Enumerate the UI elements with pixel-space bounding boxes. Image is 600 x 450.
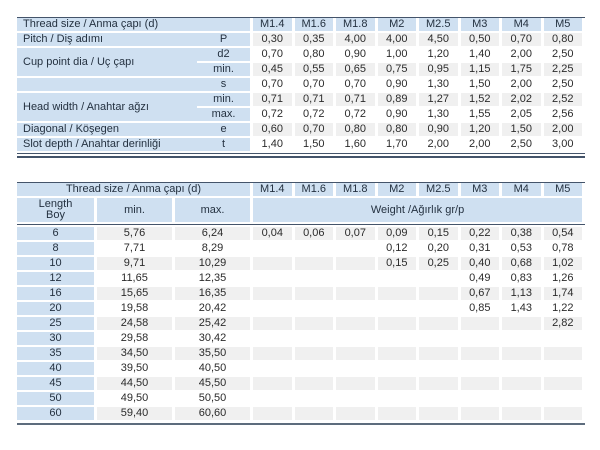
min-cell: 49,50 xyxy=(97,392,175,407)
size-column-header: M1.4 xyxy=(253,183,295,198)
length-cell: 45 xyxy=(17,377,97,392)
length-cell: 16 xyxy=(17,287,97,302)
weight-cell xyxy=(502,332,544,347)
weight-cell: 0,25 xyxy=(419,257,461,272)
min-column-header: min. xyxy=(97,198,175,224)
size-column-header: M3 xyxy=(461,183,503,198)
row-label: Cup point dia / Uç çapı xyxy=(17,48,197,78)
length-weight-table-bottom-rule xyxy=(17,423,585,425)
symbol-cell: s xyxy=(197,78,253,93)
size-column-header: M2 xyxy=(378,18,420,33)
length-cell: 8 xyxy=(17,242,97,257)
weight-cell: 0,49 xyxy=(461,272,503,287)
table-row xyxy=(17,362,585,377)
weight-cell xyxy=(461,332,503,347)
size-column-header: M4 xyxy=(502,183,544,198)
length-weight-table-head xyxy=(17,183,585,227)
weight-cell: 1,74 xyxy=(544,287,586,302)
weight-cell xyxy=(336,242,378,257)
weight-cell xyxy=(295,302,337,317)
size-column-header: M1.8 xyxy=(336,183,378,198)
value-cell: 0,90 xyxy=(336,48,378,63)
min-cell: 29,58 xyxy=(97,332,175,347)
value-cell: 4,00 xyxy=(378,33,420,48)
length-weight-table-body xyxy=(17,227,585,422)
row-label xyxy=(17,78,197,93)
length-label-tr: Boy xyxy=(46,209,65,221)
value-cell: 1,15 xyxy=(461,63,503,78)
value-cell: 2,02 xyxy=(502,93,544,108)
symbol-cell: min. xyxy=(197,63,253,78)
max-cell: 6,24 xyxy=(175,227,253,242)
weight-cell xyxy=(336,407,378,422)
size-column-header: M1.8 xyxy=(336,18,378,33)
weight-cell: 0,31 xyxy=(461,242,503,257)
value-cell: 1,40 xyxy=(253,138,295,153)
value-cell: 0,45 xyxy=(253,63,295,78)
table-row xyxy=(17,257,585,272)
weight-cell xyxy=(253,272,295,287)
weight-cell: 0,07 xyxy=(336,227,378,242)
weight-cell xyxy=(253,392,295,407)
weight-cell xyxy=(502,392,544,407)
symbol-cell: t xyxy=(197,138,253,153)
weight-cell xyxy=(461,377,503,392)
weight-cell: 1,13 xyxy=(502,287,544,302)
size-column-header: M3 xyxy=(461,18,503,33)
row-label: Pitch / Diş adımı xyxy=(17,33,197,48)
value-cell: 0,70 xyxy=(336,78,378,93)
weight-cell xyxy=(419,392,461,407)
weight-cell xyxy=(461,392,503,407)
weight-cell xyxy=(295,257,337,272)
value-cell: 2,25 xyxy=(544,63,586,78)
weight-cell xyxy=(378,362,420,377)
weight-cell: 0,04 xyxy=(253,227,295,242)
value-cell: 1,30 xyxy=(419,108,461,123)
length-cell: 6 xyxy=(17,227,97,242)
max-cell: 60,60 xyxy=(175,407,253,422)
weight-cell: 0,15 xyxy=(419,227,461,242)
weight-cell xyxy=(419,287,461,302)
weight-cell xyxy=(378,407,420,422)
value-cell: 0,50 xyxy=(461,33,503,48)
table-row xyxy=(17,392,585,407)
min-cell: 15,65 xyxy=(97,287,175,302)
weight-cell xyxy=(295,362,337,377)
weight-cell xyxy=(461,362,503,377)
value-cell: 2,50 xyxy=(544,48,586,63)
weight-cell xyxy=(378,272,420,287)
weight-cell xyxy=(544,332,586,347)
min-cell: 7,71 xyxy=(97,242,175,257)
value-cell: 0,30 xyxy=(253,33,295,48)
weight-cell xyxy=(544,347,586,362)
weight-cell xyxy=(378,377,420,392)
weight-cell xyxy=(253,317,295,332)
value-cell: 2,00 xyxy=(502,48,544,63)
weight-cell xyxy=(378,302,420,317)
value-cell: 1,75 xyxy=(502,63,544,78)
length-weight-section xyxy=(17,182,585,425)
weight-cell xyxy=(502,407,544,422)
size-column-header: M5 xyxy=(544,18,586,33)
max-cell: 50,50 xyxy=(175,392,253,407)
weight-cell: 1,43 xyxy=(502,302,544,317)
table-title: Thread size / Anma çapı (d) xyxy=(17,18,253,33)
weight-cell xyxy=(253,332,295,347)
value-cell: 0,72 xyxy=(295,108,337,123)
value-cell: 0,89 xyxy=(378,93,420,108)
value-cell: 0,55 xyxy=(295,63,337,78)
weight-cell xyxy=(336,332,378,347)
weight-cell xyxy=(419,407,461,422)
weight-cell xyxy=(295,287,337,302)
size-column-header: M2.5 xyxy=(419,183,461,198)
weight-cell xyxy=(419,347,461,362)
weight-cell xyxy=(378,392,420,407)
size-column-header: M5 xyxy=(544,183,586,198)
max-cell: 40,50 xyxy=(175,362,253,377)
weight-cell: 0,09 xyxy=(378,227,420,242)
weight-cell xyxy=(253,287,295,302)
value-cell: 0,75 xyxy=(378,63,420,78)
weight-cell xyxy=(544,392,586,407)
value-cell: 1,50 xyxy=(295,138,337,153)
weight-cell xyxy=(502,377,544,392)
size-column-header: M2.5 xyxy=(419,18,461,33)
length-cell: 40 xyxy=(17,362,97,377)
max-cell: 25,42 xyxy=(175,317,253,332)
weight-cell xyxy=(295,242,337,257)
weight-cell xyxy=(419,317,461,332)
weight-cell xyxy=(295,377,337,392)
weight-cell xyxy=(502,347,544,362)
table-row xyxy=(17,287,585,302)
weight-cell: 1,26 xyxy=(544,272,586,287)
size-column-header: M1.6 xyxy=(295,183,337,198)
value-cell: 1,50 xyxy=(502,123,544,138)
weight-cell: 0,54 xyxy=(544,227,586,242)
value-cell: 4,00 xyxy=(336,33,378,48)
weight-cell: 1,02 xyxy=(544,257,586,272)
weight-cell xyxy=(336,377,378,392)
row-label: Slot depth / Anahtar derinliği xyxy=(17,138,197,153)
value-cell: 3,00 xyxy=(544,138,586,153)
value-cell: 1,60 xyxy=(336,138,378,153)
dimensions-table xyxy=(17,17,585,153)
value-cell: 2,52 xyxy=(544,93,586,108)
value-cell: 0,35 xyxy=(295,33,337,48)
weight-cell xyxy=(502,317,544,332)
weight-cell: 0,20 xyxy=(419,242,461,257)
weight-cell: 0,83 xyxy=(502,272,544,287)
max-cell: 20,42 xyxy=(175,302,253,317)
min-cell: 9,71 xyxy=(97,257,175,272)
value-cell: 0,70 xyxy=(295,123,337,138)
weight-cell xyxy=(336,362,378,377)
weight-cell xyxy=(336,317,378,332)
table-row xyxy=(17,377,585,392)
value-cell: 1,70 xyxy=(378,138,420,153)
weight-cell xyxy=(378,287,420,302)
table-title: Thread size / Anma çapı (d) xyxy=(17,183,253,198)
weight-cell xyxy=(419,302,461,317)
value-cell: 1,00 xyxy=(378,48,420,63)
dimensions-table-bottom-rule xyxy=(17,153,585,158)
weight-cell xyxy=(295,317,337,332)
weight-cell xyxy=(502,362,544,377)
min-cell: 39,50 xyxy=(97,362,175,377)
value-cell: 0,71 xyxy=(295,93,337,108)
weight-cell: 0,67 xyxy=(461,287,503,302)
weight-cell xyxy=(295,407,337,422)
length-cell: 20 xyxy=(17,302,97,317)
weight-cell xyxy=(544,362,586,377)
min-cell: 5,76 xyxy=(97,227,175,242)
table-row xyxy=(17,347,585,362)
value-cell: 0,80 xyxy=(336,123,378,138)
value-cell: 1,52 xyxy=(461,93,503,108)
value-cell: 2,50 xyxy=(544,78,586,93)
size-column-header: M1.6 xyxy=(295,18,337,33)
min-cell: 11,65 xyxy=(97,272,175,287)
length-cell: 30 xyxy=(17,332,97,347)
length-cell: 25 xyxy=(17,317,97,332)
length-column-header xyxy=(17,198,97,224)
size-column-header: M1.4 xyxy=(253,18,295,33)
value-cell: 1,20 xyxy=(419,48,461,63)
length-cell: 50 xyxy=(17,392,97,407)
weight-cell xyxy=(336,347,378,362)
weight-cell xyxy=(336,257,378,272)
weight-cell xyxy=(253,347,295,362)
weight-cell xyxy=(253,242,295,257)
weight-cell: 0,22 xyxy=(461,227,503,242)
value-cell: 0,71 xyxy=(253,93,295,108)
dimensions-table-head xyxy=(17,18,585,33)
size-column-header: M2 xyxy=(378,183,420,198)
value-cell: 1,40 xyxy=(461,48,503,63)
value-cell: 2,00 xyxy=(502,78,544,93)
weight-cell xyxy=(419,377,461,392)
weight-cell xyxy=(295,392,337,407)
weight-cell xyxy=(544,377,586,392)
value-cell: 1,27 xyxy=(419,93,461,108)
length-cell: 60 xyxy=(17,407,97,422)
max-cell: 10,29 xyxy=(175,257,253,272)
weight-cell: 2,82 xyxy=(544,317,586,332)
weight-cell xyxy=(336,287,378,302)
symbol-cell: min. xyxy=(197,93,253,108)
max-cell: 30,42 xyxy=(175,332,253,347)
symbol-cell: d2 xyxy=(197,48,253,63)
length-cell: 35 xyxy=(17,347,97,362)
weight-cell xyxy=(336,302,378,317)
value-cell: 0,70 xyxy=(253,78,295,93)
table-row xyxy=(17,317,585,332)
value-cell: 2,50 xyxy=(502,138,544,153)
weight-cell: 0,53 xyxy=(502,242,544,257)
weight-cell xyxy=(378,317,420,332)
weight-cell: 0,38 xyxy=(502,227,544,242)
weight-cell xyxy=(544,407,586,422)
value-cell: 0,90 xyxy=(378,78,420,93)
weight-cell xyxy=(295,332,337,347)
weight-cell xyxy=(336,272,378,287)
length-cell: 12 xyxy=(17,272,97,287)
min-cell: 44,50 xyxy=(97,377,175,392)
table-row xyxy=(17,407,585,422)
dimensions-section xyxy=(17,17,585,158)
max-cell: 12,35 xyxy=(175,272,253,287)
row-label: Diagonal / Köşegen xyxy=(17,123,197,138)
value-cell: 0,90 xyxy=(419,123,461,138)
max-column-header: max. xyxy=(175,198,253,224)
weight-cell xyxy=(253,257,295,272)
length-cell: 10 xyxy=(17,257,97,272)
value-cell: 2,00 xyxy=(419,138,461,153)
value-cell: 0,72 xyxy=(336,108,378,123)
value-cell: 0,71 xyxy=(336,93,378,108)
length-label-en: Length xyxy=(38,198,73,210)
min-cell: 34,50 xyxy=(97,347,175,362)
value-cell: 2,00 xyxy=(544,123,586,138)
weight-cell: 1,22 xyxy=(544,302,586,317)
table-row xyxy=(17,227,585,242)
weight-cell: 0,40 xyxy=(461,257,503,272)
min-cell: 59,40 xyxy=(97,407,175,422)
value-cell: 0,70 xyxy=(295,78,337,93)
size-column-header: M4 xyxy=(502,18,544,33)
weight-cell xyxy=(461,407,503,422)
symbol-cell: max. xyxy=(197,108,253,123)
value-cell: 2,56 xyxy=(544,108,586,123)
table-row xyxy=(17,242,585,257)
value-cell: 1,55 xyxy=(461,108,503,123)
max-cell: 16,35 xyxy=(175,287,253,302)
weight-cell xyxy=(378,332,420,347)
value-cell: 0,80 xyxy=(544,33,586,48)
weight-cell: 0,06 xyxy=(295,227,337,242)
weight-cell xyxy=(253,377,295,392)
row-label: Head width / Anahtar ağzı xyxy=(17,93,197,123)
value-cell: 1,20 xyxy=(461,123,503,138)
symbol-cell: e xyxy=(197,123,253,138)
weight-cell xyxy=(295,347,337,362)
weight-cell: 0,12 xyxy=(378,242,420,257)
weight-cell xyxy=(461,347,503,362)
value-cell: 1,30 xyxy=(419,78,461,93)
table-row xyxy=(17,332,585,347)
weight-cell: 0,15 xyxy=(378,257,420,272)
weight-cell: 0,78 xyxy=(544,242,586,257)
weight-cell xyxy=(253,302,295,317)
value-cell: 1,50 xyxy=(461,78,503,93)
value-cell: 0,95 xyxy=(419,63,461,78)
weight-cell xyxy=(253,362,295,377)
weight-cell xyxy=(419,362,461,377)
weight-cell xyxy=(295,272,337,287)
value-cell: 0,90 xyxy=(378,108,420,123)
max-cell: 45,50 xyxy=(175,377,253,392)
min-cell: 19,58 xyxy=(97,302,175,317)
value-cell: 0,65 xyxy=(336,63,378,78)
weight-cell: 0,85 xyxy=(461,302,503,317)
length-weight-table xyxy=(17,182,585,422)
weight-cell xyxy=(336,392,378,407)
value-cell: 0,80 xyxy=(295,48,337,63)
weight-group-header: Weight /Ağırlık gr/p xyxy=(253,198,585,224)
weight-cell xyxy=(419,272,461,287)
table-row xyxy=(17,302,585,317)
dimensions-table-body xyxy=(17,33,585,153)
max-cell: 8,29 xyxy=(175,242,253,257)
value-cell: 2,00 xyxy=(461,138,503,153)
weight-cell xyxy=(253,407,295,422)
value-cell: 0,80 xyxy=(378,123,420,138)
weight-cell xyxy=(378,347,420,362)
min-cell: 24,58 xyxy=(97,317,175,332)
symbol-cell: P xyxy=(197,33,253,48)
value-cell: 4,50 xyxy=(419,33,461,48)
table-row xyxy=(17,272,585,287)
max-cell: 35,50 xyxy=(175,347,253,362)
value-cell: 0,60 xyxy=(253,123,295,138)
value-cell: 0,72 xyxy=(253,108,295,123)
value-cell: 0,70 xyxy=(253,48,295,63)
value-cell: 2,05 xyxy=(502,108,544,123)
weight-cell: 0,68 xyxy=(502,257,544,272)
weight-cell xyxy=(461,317,503,332)
weight-cell xyxy=(419,332,461,347)
value-cell: 0,70 xyxy=(502,33,544,48)
